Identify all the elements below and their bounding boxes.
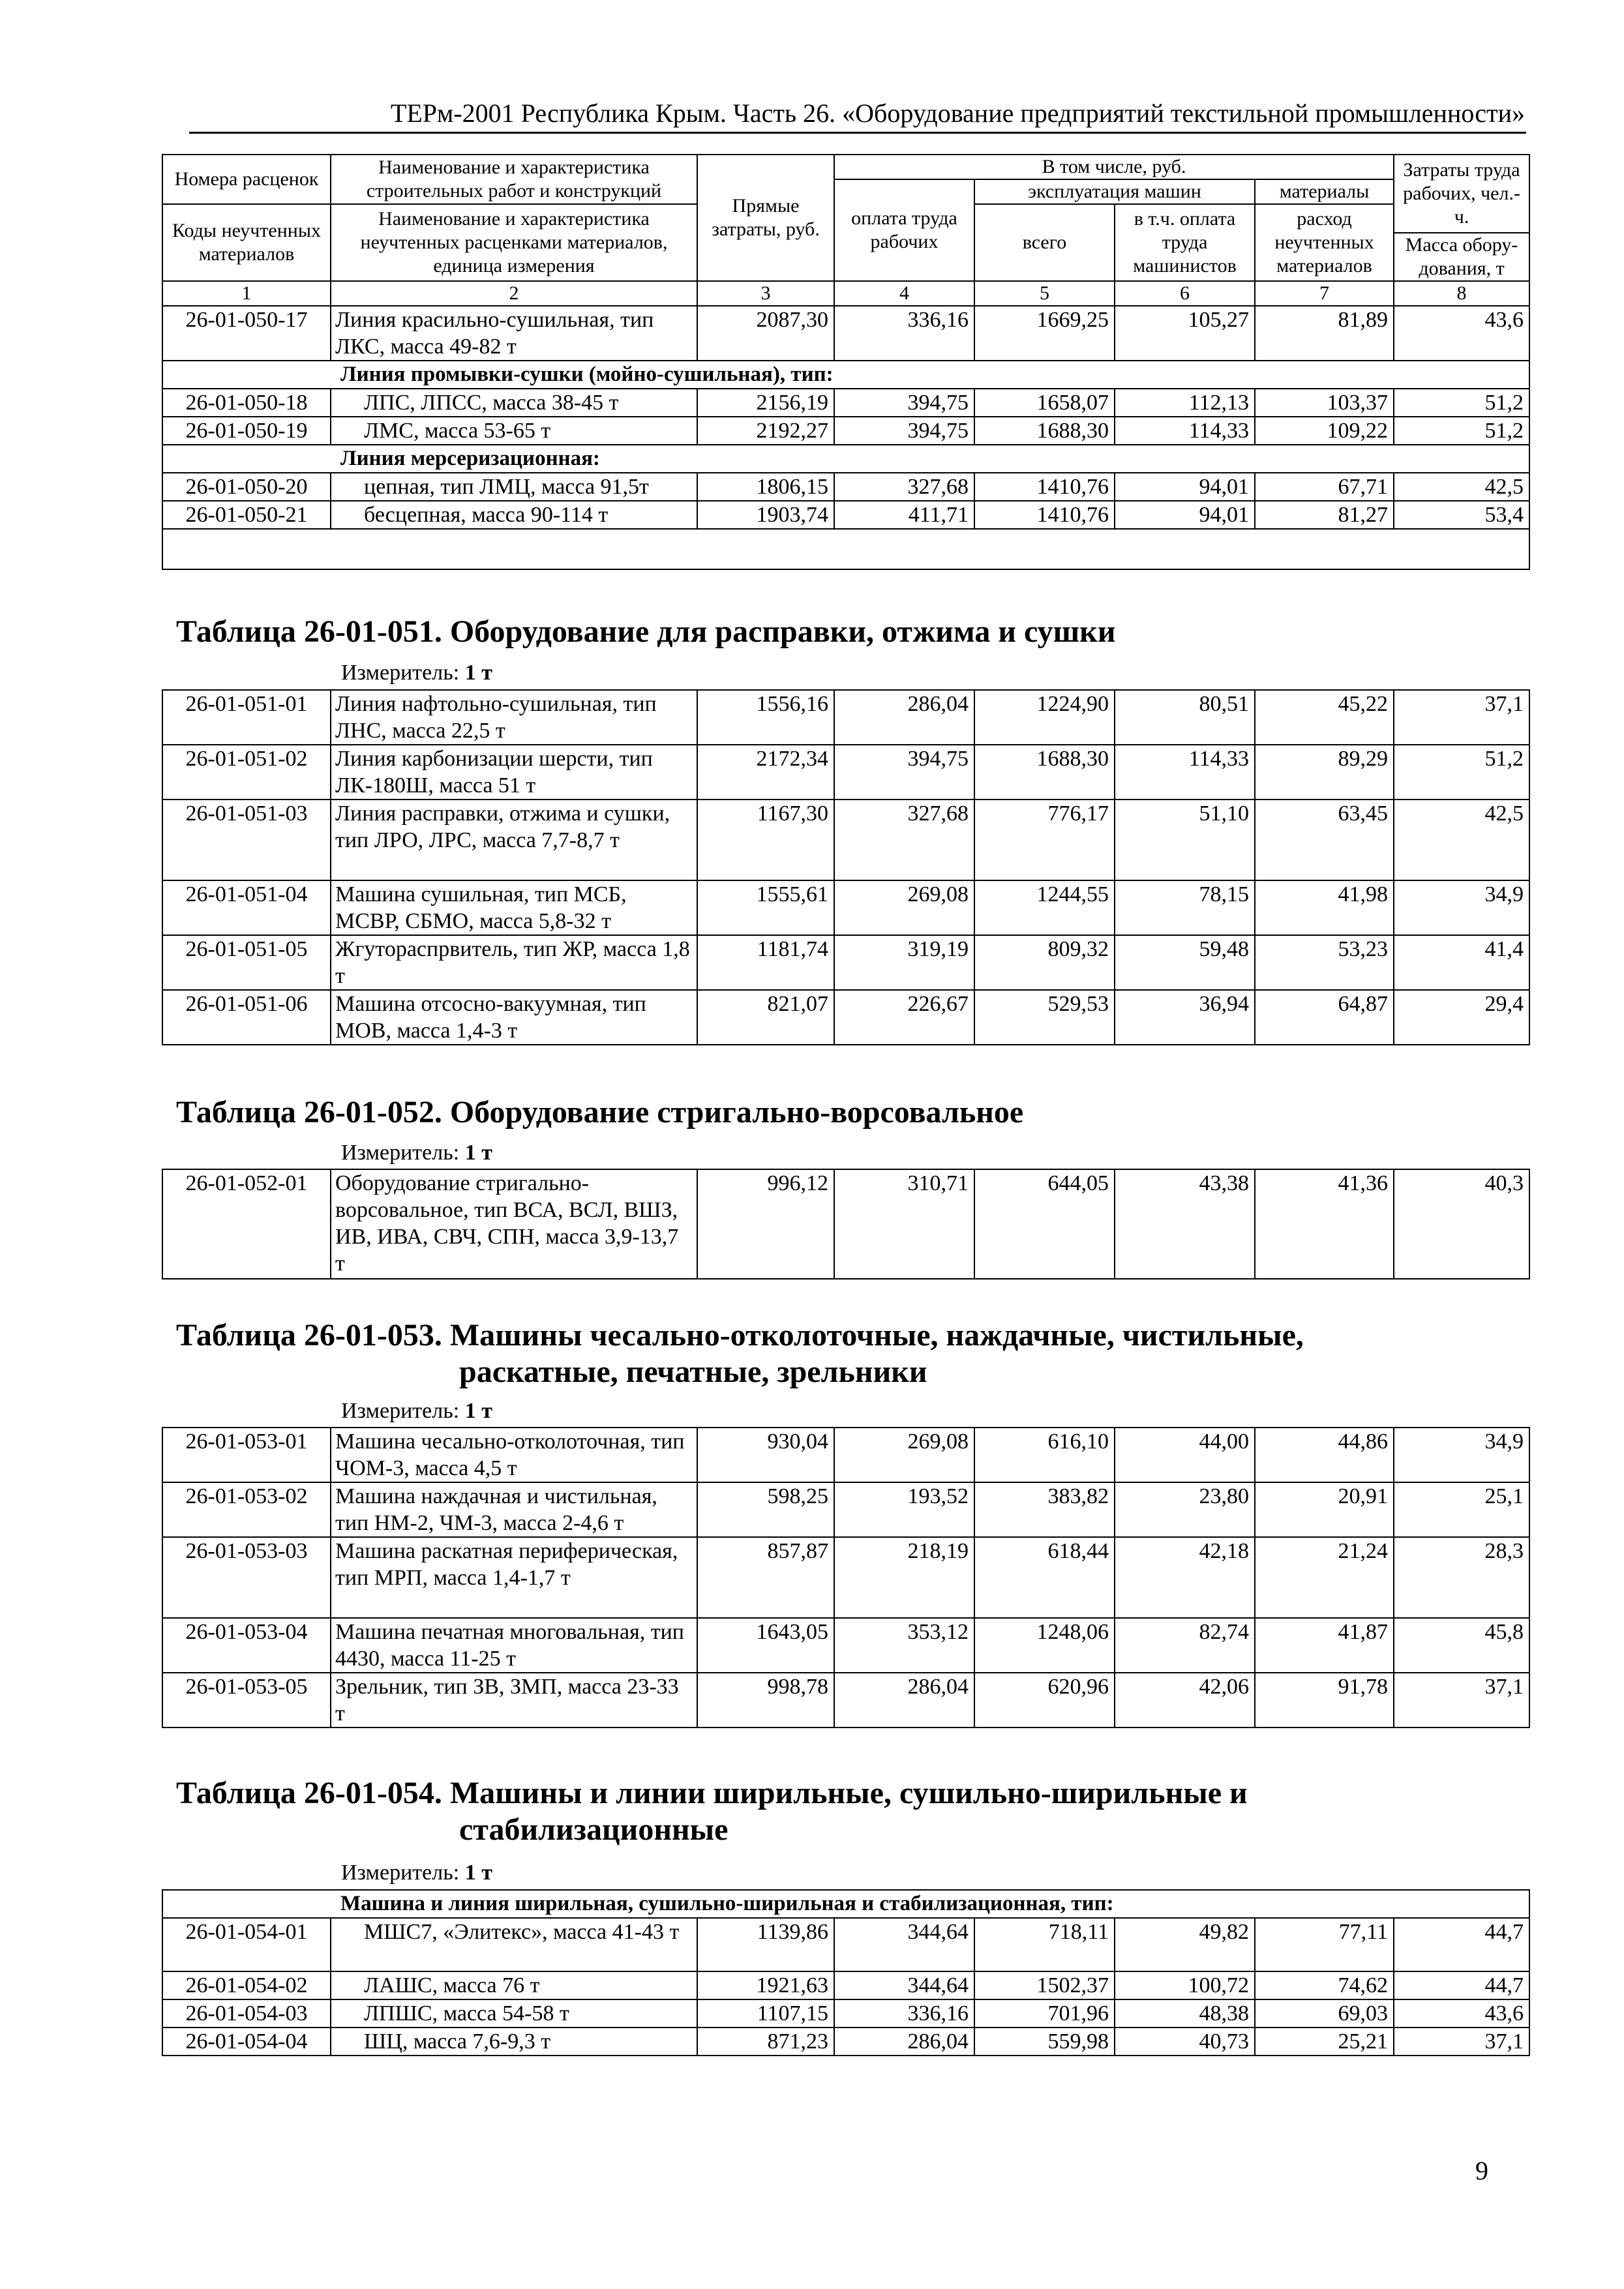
labor-hours: 42,5 — [1394, 473, 1529, 501]
col-number: 1 — [162, 281, 331, 306]
machines-total: 1502,37 — [974, 1971, 1115, 1999]
col-header-direct: Прямые затраты, руб. — [697, 155, 834, 281]
direct-cost: 1806,15 — [697, 473, 834, 501]
rate-name: Машина печатная многовальная, тип 4430, масса 11-25 т — [331, 1618, 697, 1673]
direct-cost: 1139,86 — [697, 1918, 834, 1971]
col-header-labor-hours: Затраты труда рабочих, чел.-ч. — [1394, 155, 1529, 233]
direct-cost: 1107,15 — [697, 1999, 834, 2027]
table-054 — [162, 1889, 1529, 2056]
direct-cost: 1181,74 — [697, 935, 834, 990]
table-row — [162, 935, 1529, 990]
rate-name: ЛПШС, масса 54-58 т — [331, 1999, 697, 2027]
col-number: 6 — [1115, 281, 1255, 306]
section-title-052: Таблица 26-01-052. Оборудование стригально-ворсовальное — [176, 1095, 1024, 1130]
machinists-pay: 48,38 — [1115, 1999, 1255, 2027]
rate-code: 26-01-050-21 — [162, 501, 331, 529]
table-row — [162, 1482, 1529, 1537]
machines-total: 644,05 — [974, 1169, 1115, 1279]
materials-cost: 41,98 — [1255, 880, 1394, 935]
col-header-material-codes: Коды неучтенных материалов — [162, 204, 331, 281]
machines-total: 559,98 — [974, 2027, 1115, 2056]
rate-code: 26-01-051-06 — [162, 990, 331, 1045]
direct-cost: 998,78 — [697, 1673, 834, 1728]
machinists-pay: 78,15 — [1115, 880, 1255, 935]
rate-name: ШЦ, масса 7,6-9,3 т — [331, 2027, 697, 2056]
direct-cost: 1556,16 — [697, 690, 834, 745]
rate-code: 26-01-054-04 — [162, 2027, 331, 2056]
table-row — [162, 1169, 1529, 1279]
labor-pay: 353,12 — [834, 1618, 974, 1673]
labor-pay: 394,75 — [834, 417, 974, 445]
unit-value: 1 т — [464, 1399, 492, 1423]
col-header-including: В том числе, руб. — [834, 155, 1394, 179]
table-row — [162, 1537, 1529, 1618]
group-heading: Линия мерсеризационная: — [162, 445, 1529, 473]
machinists-pay: 94,01 — [1115, 501, 1255, 529]
machinists-pay: 44,00 — [1115, 1428, 1255, 1482]
direct-cost: 1643,05 — [697, 1618, 834, 1673]
table-row — [162, 690, 1529, 745]
labor-hours: 45,8 — [1394, 1618, 1529, 1673]
direct-cost: 2172,34 — [697, 745, 834, 800]
table-row — [162, 306, 1529, 361]
materials-cost: 64,87 — [1255, 990, 1394, 1045]
table-row — [162, 745, 1529, 800]
machines-total: 529,53 — [974, 990, 1115, 1045]
labor-hours: 42,5 — [1394, 800, 1529, 880]
table-053 — [162, 1427, 1529, 1728]
direct-cost: 1555,61 — [697, 880, 834, 935]
col-number: 5 — [974, 281, 1115, 306]
labor-hours: 28,3 — [1394, 1537, 1529, 1618]
table-row — [162, 2027, 1529, 2056]
direct-cost: 821,07 — [697, 990, 834, 1045]
page-number: 9 — [1475, 2156, 1488, 2185]
table-row — [162, 990, 1529, 1045]
rate-code: 26-01-050-20 — [162, 473, 331, 501]
labor-hours: 44,7 — [1394, 1971, 1529, 1999]
rate-name: ЛМС, масса 53-65 т — [331, 417, 697, 445]
labor-hours: 51,2 — [1394, 417, 1529, 445]
direct-cost: 598,25 — [697, 1482, 834, 1537]
rate-name: Линия карбонизации шерсти, тип ЛК-180Ш, масса 51 т — [331, 745, 697, 800]
machines-total: 1410,76 — [974, 501, 1115, 529]
rate-name: Машина раскатная периферическая, тип МРП, масса 1,4-1,7 т — [331, 1537, 697, 1618]
rate-code: 26-01-051-03 — [162, 800, 331, 880]
labor-pay: 310,71 — [834, 1169, 974, 1279]
col-header-labor-pay: оплата труда рабочих — [834, 179, 974, 281]
rate-name: Машина отсосно-вакуумная, тип МОВ, масса 1,4-3 т — [331, 990, 697, 1045]
rate-code: 26-01-053-03 — [162, 1537, 331, 1618]
col-header-equipment-mass: Масса обору-дования, т — [1394, 233, 1529, 281]
labor-pay: 226,67 — [834, 990, 974, 1045]
labor-pay: 344,64 — [834, 1918, 974, 1971]
labor-hours: 29,4 — [1394, 990, 1529, 1045]
labor-hours: 44,7 — [1394, 1918, 1529, 1971]
rate-code: 26-01-051-01 — [162, 690, 331, 745]
col-header-machinists-pay: в т.ч. оплата труда машинистов — [1115, 204, 1255, 281]
col-header-codes: Номера расценок — [162, 155, 331, 204]
materials-cost: 81,27 — [1255, 501, 1394, 529]
machines-total: 1688,30 — [974, 745, 1115, 800]
section-title-054: Таблица 26-01-054. Машины и линии ширильные, сушильно-ширильные и — [176, 1776, 1248, 1810]
materials-cost: 45,22 — [1255, 690, 1394, 745]
table-row — [162, 417, 1529, 445]
machinists-pay: 114,33 — [1115, 417, 1255, 445]
rate-name: Линия красильно-сушильная, тип ЛКС, масса 49-82 т — [331, 306, 697, 361]
labor-hours: 34,9 — [1394, 1428, 1529, 1482]
table-row — [162, 1673, 1529, 1728]
unit-label: Измеритель: — [341, 1861, 460, 1885]
rate-code: 26-01-054-02 — [162, 1971, 331, 1999]
table-row — [162, 1971, 1529, 1999]
materials-cost: 103,37 — [1255, 389, 1394, 417]
direct-cost: 2156,19 — [697, 389, 834, 417]
labor-pay: 269,08 — [834, 1428, 974, 1482]
table-row — [162, 1428, 1529, 1482]
rate-name: цепная, тип ЛМЦ, масса 91,5т — [331, 473, 697, 501]
labor-pay: 394,75 — [834, 389, 974, 417]
labor-hours: 40,3 — [1394, 1169, 1529, 1279]
labor-pay: 327,68 — [834, 800, 974, 880]
table-tail — [162, 529, 1529, 569]
materials-cost: 41,36 — [1255, 1169, 1394, 1279]
labor-pay: 411,71 — [834, 501, 974, 529]
machinists-pay: 82,74 — [1115, 1618, 1255, 1673]
labor-hours: 37,1 — [1394, 690, 1529, 745]
labor-hours: 37,1 — [1394, 1673, 1529, 1728]
table-row — [162, 1618, 1529, 1673]
table-052 — [162, 1169, 1529, 1279]
rate-name: бесцепная, масса 90-114 т — [331, 501, 697, 529]
machinists-pay: 80,51 — [1115, 690, 1255, 745]
table-row — [162, 1999, 1529, 2027]
rate-code: 26-01-054-01 — [162, 1918, 331, 1971]
direct-cost: 2192,27 — [697, 417, 834, 445]
machines-total: 1669,25 — [974, 306, 1115, 361]
labor-pay: 319,19 — [834, 935, 974, 990]
unit-value: 1 т — [464, 661, 492, 685]
labor-hours: 25,1 — [1394, 1482, 1529, 1537]
machinists-pay: 100,72 — [1115, 1971, 1255, 1999]
rate-name: МШС7, «Элитекс», масса 41-43 т — [331, 1918, 697, 1971]
labor-hours: 37,1 — [1394, 2027, 1529, 2056]
section-title-054-cont: стабилизационные — [459, 1812, 729, 1847]
machinists-pay: 105,27 — [1115, 306, 1255, 361]
direct-cost: 1921,63 — [697, 1971, 834, 1999]
machines-total: 618,44 — [974, 1537, 1115, 1618]
materials-cost: 109,22 — [1255, 417, 1394, 445]
machines-total: 620,96 — [974, 1673, 1115, 1728]
rate-code: 26-01-052-01 — [162, 1169, 331, 1279]
rate-name: Машина наждачная и чистильная, тип НМ-2, ЧМ-3, масса 2-4,6 т — [331, 1482, 697, 1537]
labor-pay: 394,75 — [834, 745, 974, 800]
materials-cost: 74,62 — [1255, 1971, 1394, 1999]
direct-cost: 857,87 — [697, 1537, 834, 1618]
table-row — [162, 880, 1529, 935]
labor-hours: 51,2 — [1394, 389, 1529, 417]
labor-hours: 34,9 — [1394, 880, 1529, 935]
rate-code: 26-01-053-05 — [162, 1673, 331, 1728]
machines-total: 1410,76 — [974, 473, 1115, 501]
labor-pay: 286,04 — [834, 1673, 974, 1728]
col-header-materials: материалы — [1255, 179, 1394, 204]
materials-cost: 67,71 — [1255, 473, 1394, 501]
labor-pay: 218,19 — [834, 1537, 974, 1618]
rate-name: Оборудование стригально-ворсовальное, тип ВСА, ВСЛ, ВШЗ, ИВ, ИВА, СВЧ, СПН, масса 3,9-13,7 т — [331, 1169, 697, 1279]
labor-hours: 53,4 — [1394, 501, 1529, 529]
machines-total: 1688,30 — [974, 417, 1115, 445]
materials-cost: 69,03 — [1255, 1999, 1394, 2027]
col-number: 3 — [697, 281, 834, 306]
labor-hours: 43,6 — [1394, 306, 1529, 361]
unit-value: 1 т — [464, 1141, 492, 1165]
rate-name: ЛПС, ЛПСС, масса 38-45 т — [331, 389, 697, 417]
section-title-053: Таблица 26-01-053. Машины чесально-отколоточные, наждачные, чистильные, — [176, 1318, 1304, 1353]
machines-total: 1248,06 — [974, 1618, 1115, 1673]
materials-cost: 63,45 — [1255, 800, 1394, 880]
group-heading: Машина и линия ширильная, сушильно-ширильная и стабилизационная, тип: — [162, 1890, 1529, 1918]
labor-pay: 344,64 — [834, 1971, 974, 1999]
table-051 — [162, 689, 1529, 1045]
direct-cost: 930,04 — [697, 1428, 834, 1482]
table-row — [162, 800, 1529, 880]
rate-name: Линия нафтольно-сушильная, тип ЛНС, масса 22,5 т — [331, 690, 697, 745]
unit-label: Измеритель: — [341, 1141, 460, 1165]
rate-code: 26-01-053-01 — [162, 1428, 331, 1482]
rate-code: 26-01-054-03 — [162, 1999, 331, 2027]
machines-total: 1244,55 — [974, 880, 1115, 935]
unit-line-051 — [341, 660, 492, 686]
machines-total: 383,82 — [974, 1482, 1115, 1537]
labor-pay: 269,08 — [834, 880, 974, 935]
rate-code: 26-01-053-02 — [162, 1482, 331, 1537]
rate-code: 26-01-050-18 — [162, 389, 331, 417]
machines-total: 616,10 — [974, 1428, 1115, 1482]
machinists-pay: 49,82 — [1115, 1918, 1255, 1971]
materials-cost: 41,87 — [1255, 1618, 1394, 1673]
direct-cost: 1167,30 — [697, 800, 834, 880]
table-050-continuation — [162, 154, 1529, 570]
materials-cost: 53,23 — [1255, 935, 1394, 990]
machines-total: 1224,90 — [974, 690, 1115, 745]
col-header-material-names: Наименование и характеристика неучтенных расценками материалов, единица измерения — [331, 204, 697, 281]
page-header: ТЕРм-2001 Республика Крым. Часть 26. «Оборудование предприятий текстильной промышленности» — [390, 98, 1525, 128]
materials-cost: 21,24 — [1255, 1537, 1394, 1618]
header-rule — [189, 132, 1526, 134]
labor-hours: 41,4 — [1394, 935, 1529, 990]
direct-cost: 996,12 — [697, 1169, 834, 1279]
col-number: 7 — [1255, 281, 1394, 306]
machines-total: 809,32 — [974, 935, 1115, 990]
labor-pay: 286,04 — [834, 690, 974, 745]
labor-hours: 51,2 — [1394, 745, 1529, 800]
machinists-pay: 40,73 — [1115, 2027, 1255, 2056]
machinists-pay: 59,48 — [1115, 935, 1255, 990]
rate-name: Машина чесально-отколоточная, тип ЧОМ-3, масса 4,5 т — [331, 1428, 697, 1482]
labor-hours: 43,6 — [1394, 1999, 1529, 2027]
rate-code: 26-01-053-04 — [162, 1618, 331, 1673]
materials-cost: 89,29 — [1255, 745, 1394, 800]
table-row — [162, 473, 1529, 501]
direct-cost: 1903,74 — [697, 501, 834, 529]
machinists-pay: 94,01 — [1115, 473, 1255, 501]
materials-cost: 44,86 — [1255, 1428, 1394, 1482]
rate-name: ЛАШС, масса 76 т — [331, 1971, 697, 1999]
rate-name: Зрельник, тип ЗВ, ЗМП, масса 23-33 т — [331, 1673, 697, 1728]
group-heading: Линия промывки-сушки (мойно-сушильная), тип: — [162, 361, 1529, 389]
machinists-pay: 114,33 — [1115, 745, 1255, 800]
col-header-machines-total: всего — [974, 204, 1115, 281]
table-row — [162, 1918, 1529, 1971]
machinists-pay: 112,13 — [1115, 389, 1255, 417]
machinists-pay: 42,06 — [1115, 1673, 1255, 1728]
table-row — [162, 389, 1529, 417]
labor-pay: 336,16 — [834, 306, 974, 361]
rate-code: 26-01-051-05 — [162, 935, 331, 990]
unit-label: Измеритель: — [341, 661, 460, 685]
machines-total: 776,17 — [974, 800, 1115, 880]
col-number: 4 — [834, 281, 974, 306]
direct-cost: 2087,30 — [697, 306, 834, 361]
section-title-053-cont: раскатные, печатные, зрельники — [459, 1354, 927, 1389]
section-title-051: Таблица 26-01-051. Оборудование для расправки, отжима и сушки — [176, 614, 1116, 649]
labor-pay: 336,16 — [834, 1999, 974, 2027]
labor-pay: 327,68 — [834, 473, 974, 501]
machines-total: 701,96 — [974, 1999, 1115, 2027]
rate-code: 26-01-050-19 — [162, 417, 331, 445]
materials-cost: 81,89 — [1255, 306, 1394, 361]
table-row — [162, 501, 1529, 529]
machinists-pay: 36,94 — [1115, 990, 1255, 1045]
col-header-material-usage: расход неучтенных материалов — [1255, 204, 1394, 281]
machinists-pay: 43,38 — [1115, 1169, 1255, 1279]
col-number: 8 — [1394, 281, 1529, 306]
machinists-pay: 42,18 — [1115, 1537, 1255, 1618]
unit-line-054 — [341, 1860, 492, 1886]
col-number: 2 — [331, 281, 697, 306]
rate-code: 26-01-050-17 — [162, 306, 331, 361]
machines-total: 1658,07 — [974, 389, 1115, 417]
rate-name: Линия расправки, отжима и сушки, тип ЛРО, ЛРС, масса 7,7-8,7 т — [331, 800, 697, 880]
materials-cost: 91,78 — [1255, 1673, 1394, 1728]
rate-name: Жгутораспрвитель, тип ЖР, масса 1,8 т — [331, 935, 697, 990]
col-header-name: Наименование и характеристика строительных работ и конструкций — [331, 155, 697, 204]
machines-total: 718,11 — [974, 1918, 1115, 1971]
rate-name: Машина сушильная, тип МСБ, МСВР, СБМО, масса 5,8-32 т — [331, 880, 697, 935]
unit-line-052 — [341, 1140, 492, 1166]
unit-line-053 — [341, 1398, 492, 1424]
labor-pay: 286,04 — [834, 2027, 974, 2056]
materials-cost: 20,91 — [1255, 1482, 1394, 1537]
rate-code: 26-01-051-04 — [162, 880, 331, 935]
col-header-machines: эксплуатация машин — [974, 179, 1255, 204]
unit-value: 1 т — [464, 1861, 492, 1885]
unit-label: Измеритель: — [341, 1399, 460, 1423]
machinists-pay: 23,80 — [1115, 1482, 1255, 1537]
rate-code: 26-01-051-02 — [162, 745, 331, 800]
materials-cost: 77,11 — [1255, 1918, 1394, 1971]
machinists-pay: 51,10 — [1115, 800, 1255, 880]
materials-cost: 25,21 — [1255, 2027, 1394, 2056]
labor-pay: 193,52 — [834, 1482, 974, 1537]
direct-cost: 871,23 — [697, 2027, 834, 2056]
